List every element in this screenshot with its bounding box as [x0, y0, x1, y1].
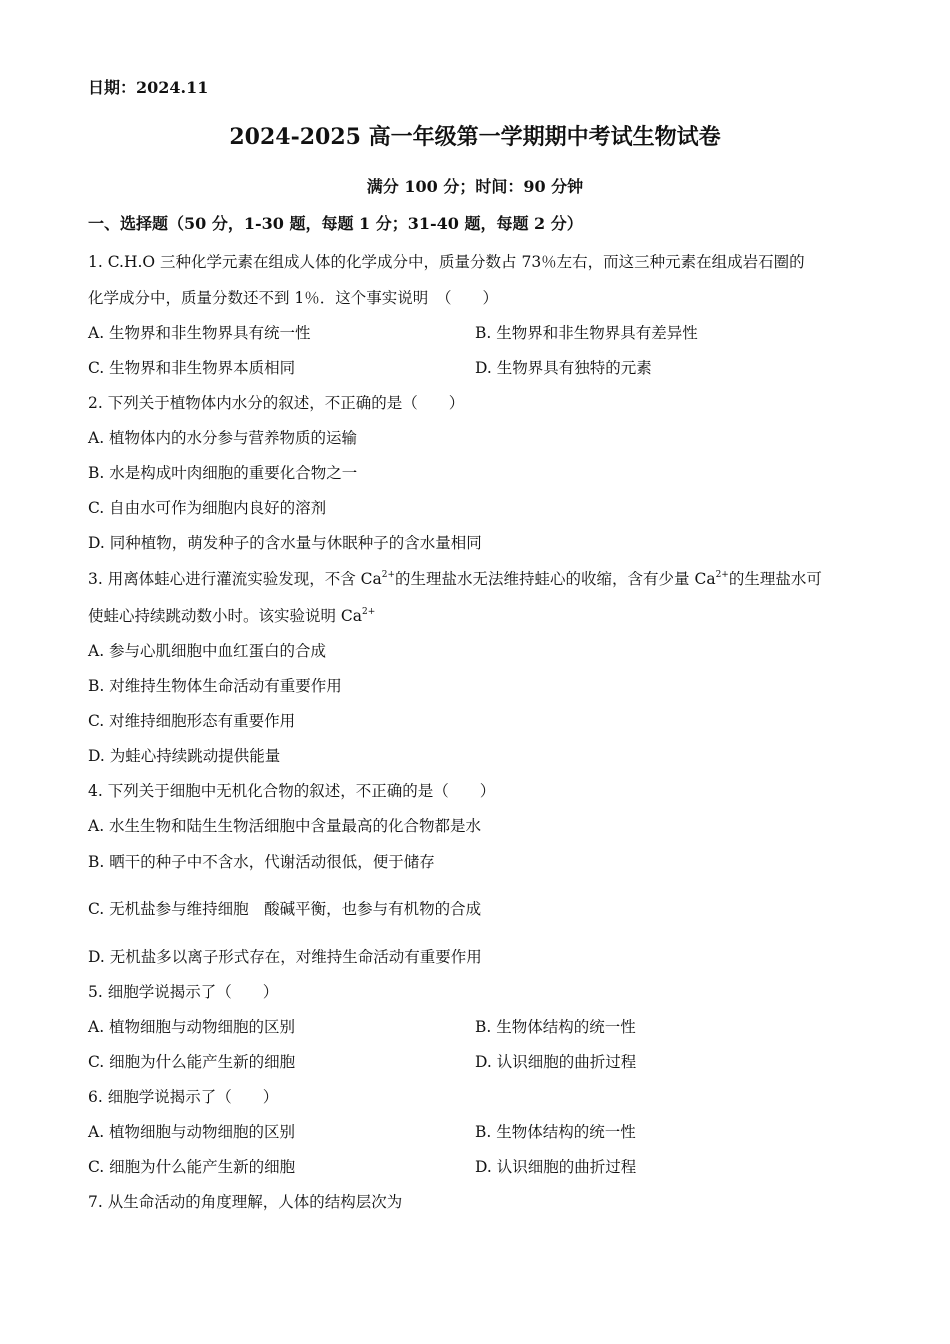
q4-option-c: C. 无机盐参与维持细胞 酸碱平衡，也参与有机物的合成: [88, 900, 482, 918]
q3-sup-1: 2+: [381, 570, 396, 580]
q2-option-d: D. 同种植物，萌发种子的含水量与休眠种子的含水量相同: [88, 534, 482, 552]
q3-option-a: A. 参与心肌细胞中血红蛋白的合成: [88, 642, 327, 660]
exam-subtitle: 满分 100 分；时间：90 分钟: [366, 177, 584, 196]
q2-stem: 2. 下列关于植物体内水分的叙述，不正确的是（ ）: [88, 394, 465, 412]
q4-option-a: A. 水生生物和陆生生物活细胞中含量最高的化合物都是水: [88, 817, 482, 835]
q3-option-d: D. 为蛙心持续跳动提供能量: [88, 747, 281, 765]
q3-text-3: 的生理盐水可: [728, 570, 822, 588]
q7-stem: 7. 从生命活动的角度理解，人体的结构层次为: [88, 1193, 403, 1211]
exam-date: 日期：2024.11: [88, 78, 209, 97]
q1-stem-line1: 1. C.H.O 三种化学元素在组成人体的化学成分中，质量分数占 73％左右，而这三种元素在组成岩石圈的: [88, 253, 805, 271]
q1-stem-line2: 化学成分中，质量分数还不到 1％．这个事实说明 （ ）: [88, 289, 499, 307]
q4-option-b: B. 晒干的种子中不含水，代谢活动很低，便于储存: [88, 853, 435, 871]
q3-text-1: 3. 用离体蛙心进行灌流实验发现，不含 Ca: [88, 570, 382, 588]
q1-option-b: B. 生物界和非生物界具有差异性: [475, 324, 698, 342]
q3-stem-line1: [88, 569, 822, 589]
q3-text-4: 使蛙心持续跳动数小时。该实验说明 Ca: [88, 607, 363, 625]
q6-option-a: A. 植物细胞与动物细胞的区别: [88, 1123, 296, 1141]
q3-sup-3: 2+: [362, 607, 376, 617]
q3-option-b: B. 对维持生物体生命活动有重要作用: [88, 677, 342, 695]
q2-option-b: B. 水是构成叶肉细胞的重要化合物之一: [88, 464, 358, 482]
q6-option-d: D. 认识细胞的曲折过程: [475, 1158, 637, 1176]
q2-option-a: A. 植物体内的水分参与营养物质的运输: [88, 429, 358, 447]
q3-text-2: 的生理盐水无法维持蛙心的收缩，含有少量 Ca: [395, 570, 716, 588]
q4-option-d: D. 无机盐多以离子形式存在，对维持生命活动有重要作用: [88, 948, 482, 966]
exam-title: 2024-2025 高一年级第一学期期中考试生物试卷: [229, 124, 721, 150]
q5-option-d: D. 认识细胞的曲折过程: [475, 1053, 637, 1071]
q3-stem-line2: [88, 606, 375, 626]
q3-option-c: C. 对维持细胞形态有重要作用: [88, 712, 296, 730]
q2-option-c: C. 自由水可作为细胞内良好的溶剂: [88, 499, 327, 517]
q5-option-a: A. 植物细胞与动物细胞的区别: [88, 1018, 296, 1036]
q5-stem: 5. 细胞学说揭示了（ ）: [88, 983, 279, 1001]
q1-option-d: D. 生物界具有独特的元素: [475, 359, 652, 377]
q1-option-c: C. 生物界和非生物界本质相同: [88, 359, 296, 377]
q4-stem: 4. 下列关于细胞中无机化合物的叙述，不正确的是（ ）: [88, 782, 496, 800]
q6-option-b: B. 生物体结构的统一性: [475, 1123, 636, 1141]
q5-option-c: C. 细胞为什么能产生新的细胞: [88, 1053, 296, 1071]
q1-option-a: A. 生物界和非生物界具有统一性: [88, 324, 311, 342]
q3-sup-2: 2+: [715, 570, 729, 580]
q6-stem: 6. 细胞学说揭示了（ ）: [88, 1088, 279, 1106]
q5-option-b: B. 生物体结构的统一性: [475, 1018, 636, 1036]
q6-option-c: C. 细胞为什么能产生新的细胞: [88, 1158, 296, 1176]
section-heading: 一、选择题（50 分，1-30 题，每题 1 分；31-40 题，每题 2 分）: [88, 214, 583, 233]
